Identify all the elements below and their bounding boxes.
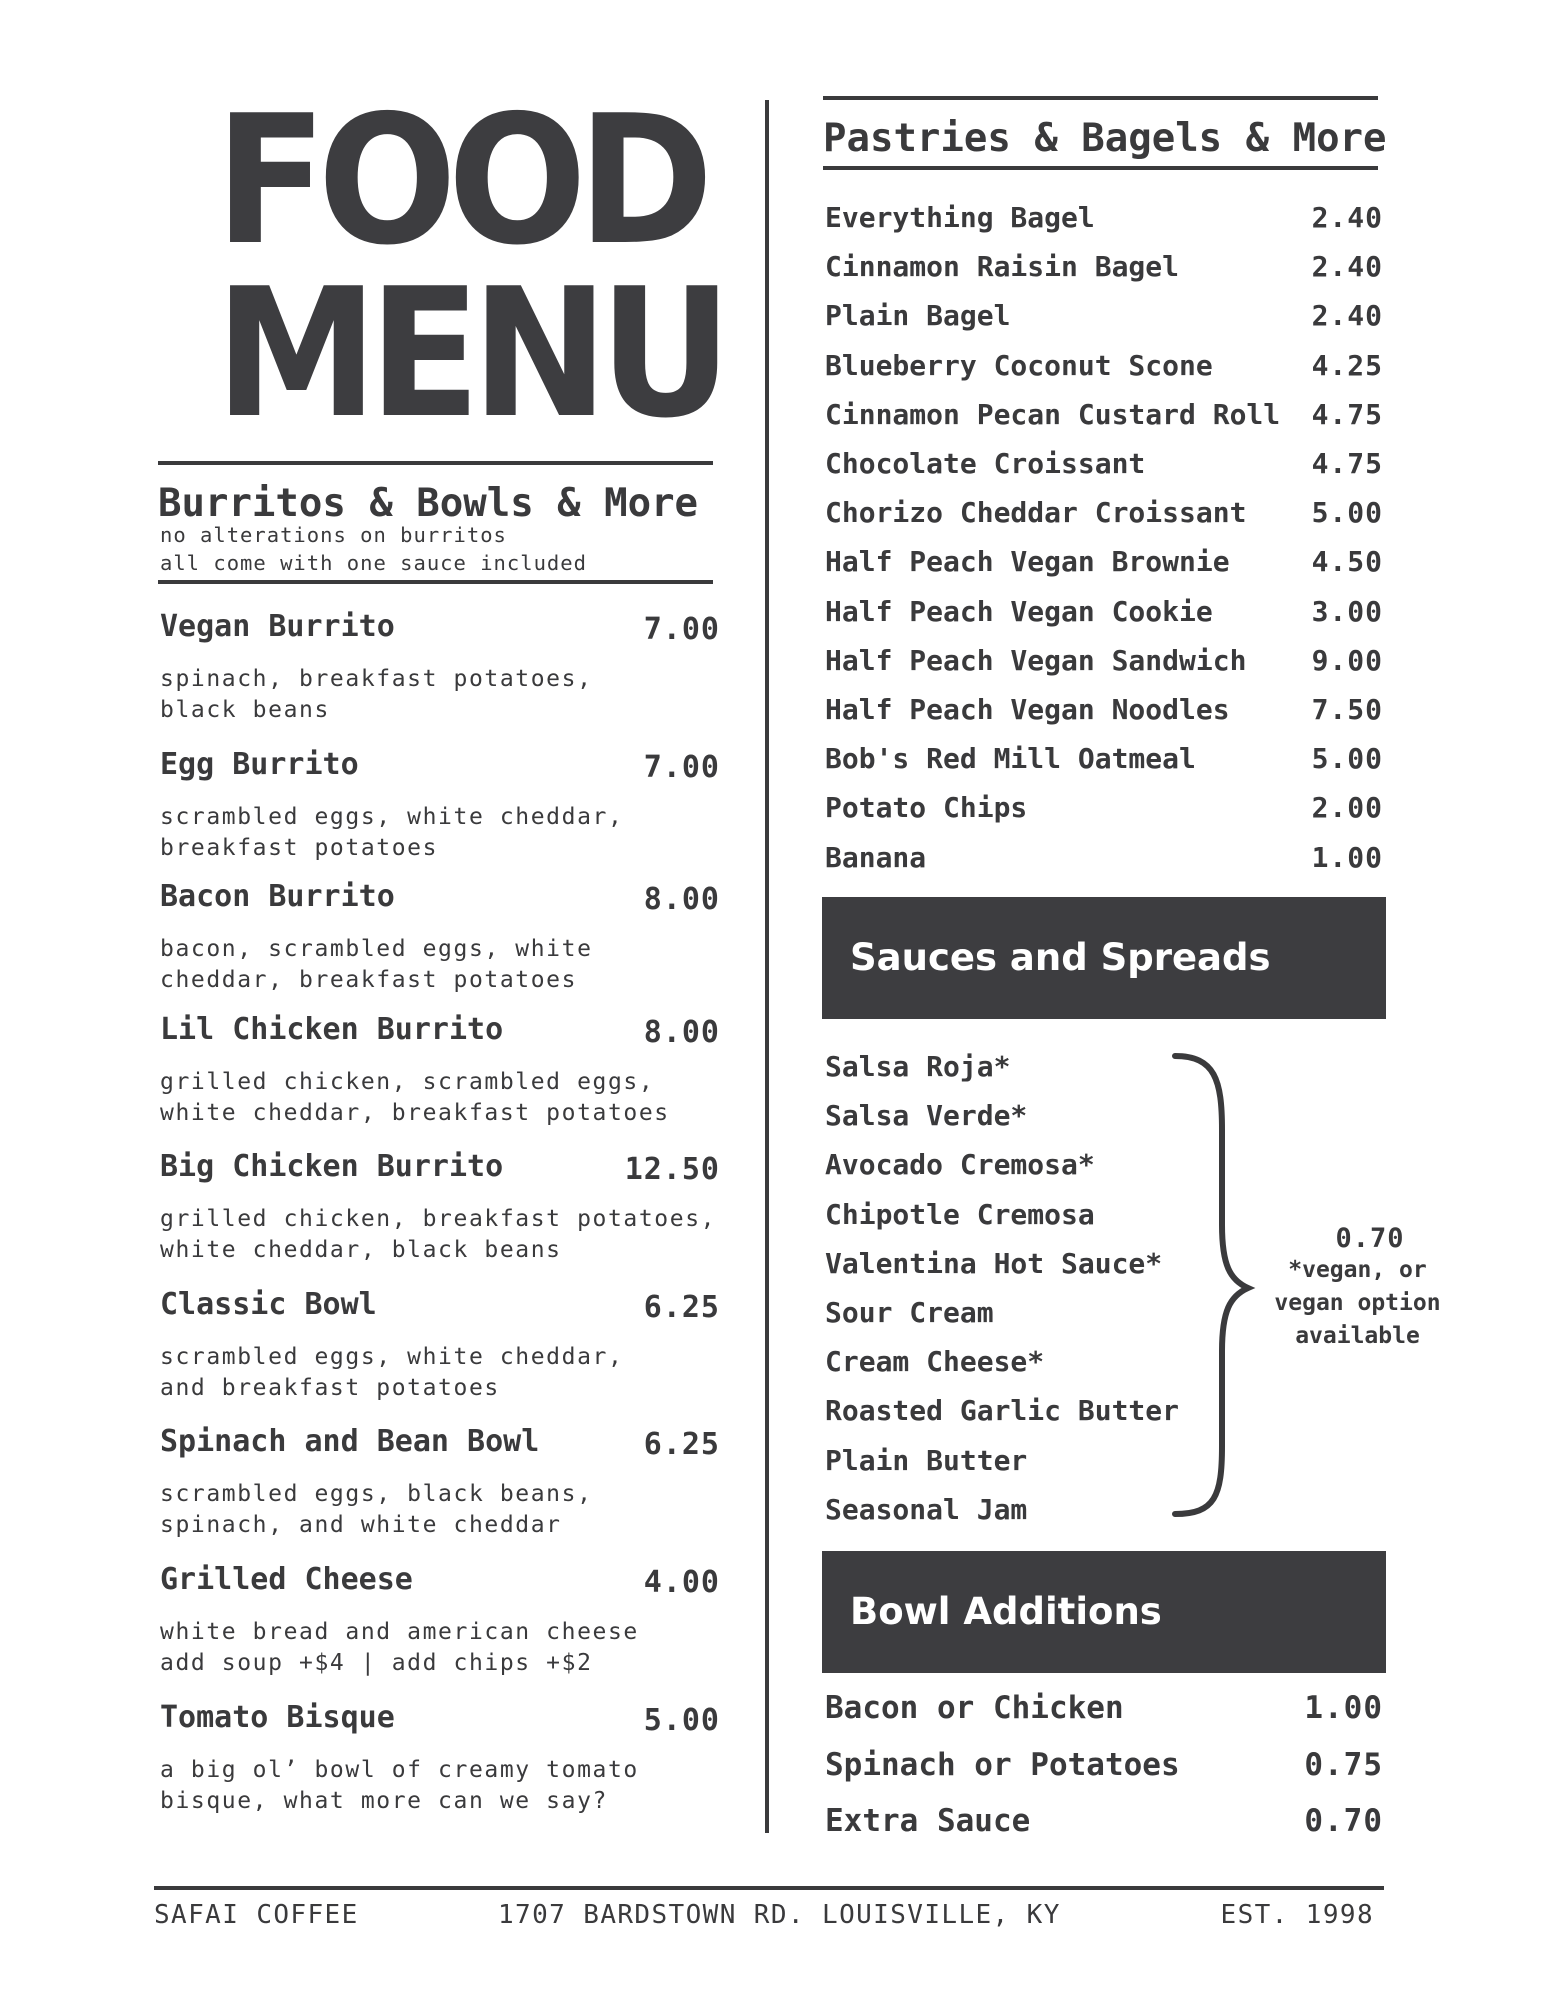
menu-item-description-line: black beans (160, 697, 330, 723)
sauce-item: Sour Cream (825, 1296, 994, 1329)
sauce-item: Cream Cheese* (825, 1345, 1045, 1379)
sauce-item: Salsa Roja* (825, 1050, 1011, 1083)
sauce-item: Plain Butter (825, 1443, 1028, 1477)
sauces-vegan-note: *vegan, or vegan option available (1274, 1257, 1441, 1349)
burritos-note-1: no alterations on burritos (160, 523, 507, 547)
addition-item-name: Extra Sauce (825, 1803, 1031, 1839)
pastry-item-name: Plain Bagel (825, 299, 1011, 333)
menu-item-name: Grilled Cheese (160, 1562, 413, 1597)
pastry-item-price: 2.00 (1311, 791, 1383, 825)
menu-item-description (160, 1204, 716, 1266)
menu-item (160, 747, 720, 861)
pastry-item-price: 2.40 (1311, 201, 1383, 234)
pastry-item-name: Half Peach Vegan Cookie (825, 594, 1213, 628)
pastry-item (825, 299, 1383, 342)
menu-item-description (160, 1755, 639, 1817)
menu-item-description (160, 1342, 623, 1404)
menu-item-description-line: spinach, and white cheddar (160, 1512, 562, 1538)
menu-item (160, 1287, 720, 1401)
menu-item (160, 1149, 720, 1263)
menu-item (160, 879, 720, 993)
menu-item-description (160, 802, 623, 864)
column-divider (765, 100, 769, 1833)
pastry-item-name: Half Peach Vegan Noodles (825, 693, 1230, 726)
pastry-item-price: 5.00 (1311, 742, 1383, 776)
menu-item-price: 12.50 (624, 1152, 720, 1187)
pastry-item (825, 250, 1383, 293)
pastry-item (825, 397, 1383, 441)
pastry-item-name: Potato Chips (825, 791, 1028, 825)
menu-item-description-line: white bread and american cheese (160, 1619, 639, 1645)
footer-established: EST. 1998 (1220, 1900, 1374, 1930)
pastry-item-name: Cinnamon Pecan Custard Roll (825, 397, 1281, 431)
menu-item-price: 7.00 (643, 612, 720, 647)
addition-item (825, 1803, 1383, 1846)
menu-item-description-line: scrambled eggs, white cheddar, (160, 1344, 624, 1370)
sauces-section-title: Sauces and Spreads (850, 936, 1271, 979)
footer-rule (154, 1886, 1384, 1890)
pastries-top-rule (823, 96, 1378, 100)
pastry-item-name: Everything Bagel (825, 201, 1095, 234)
burritos-section-title: Burritos & Bowls & More (158, 481, 699, 526)
menu-item-name: Tomato Bisque (160, 1700, 395, 1735)
menu-item-description-line: grilled chicken, scrambled eggs, (160, 1069, 655, 1095)
menu-item-name: Classic Bowl (160, 1287, 377, 1322)
pastry-item-price: 4.25 (1311, 348, 1383, 382)
menu-item (160, 1562, 720, 1676)
sauce-item: Seasonal Jam (825, 1492, 1028, 1526)
menu-item-description-line: breakfast potatoes (160, 835, 439, 861)
sauce-item: Avocado Cremosa* (825, 1148, 1095, 1182)
menu-item-name: Lil Chicken Burrito (160, 1012, 504, 1047)
menu-item-description-line: bacon, scrambled eggs, white (160, 936, 593, 962)
menu-item-price: 6.25 (643, 1290, 720, 1325)
menu-item (160, 609, 720, 723)
pastry-item-price: 2.40 (1311, 250, 1383, 284)
burritos-bottom-rule (158, 580, 713, 584)
pastry-item-price: 5.00 (1311, 496, 1383, 530)
additions-section-title: Bowl Additions (850, 1590, 1162, 1633)
menu-item-description-line: white cheddar, breakfast potatoes (160, 1100, 670, 1126)
menu-item-description (160, 934, 593, 996)
pastry-item-price: 1.00 (1311, 840, 1383, 874)
addition-item-price: 0.70 (1304, 1803, 1383, 1839)
addition-item-name: Spinach or Potatoes (825, 1747, 1180, 1783)
menu-item-price: 8.00 (643, 1015, 720, 1050)
menu-item-description-line: and breakfast potatoes (160, 1375, 500, 1401)
menu-item-description (160, 1617, 639, 1679)
pastries-section-title: Pastries & Bagels & More (823, 116, 1387, 161)
pastries-bottom-rule (823, 166, 1378, 170)
pastry-item-name: Half Peach Vegan Sandwich (825, 643, 1247, 677)
pastry-item (825, 840, 1383, 884)
sauces-header-box (822, 897, 1386, 1019)
menu-item (160, 1012, 720, 1126)
pastry-item-name: Cinnamon Raisin Bagel (825, 250, 1180, 284)
pastry-item (825, 643, 1383, 687)
pastry-item-name: Banana (825, 840, 927, 874)
menu-item (160, 1424, 720, 1538)
sauces-price: 0.70 (1335, 1223, 1405, 1254)
pastry-item (825, 791, 1383, 834)
menu-item-description-line: cheddar, breakfast potatoes (160, 967, 578, 993)
pastry-item-price: 4.75 (1311, 447, 1383, 480)
sauce-item: Salsa Verde* (825, 1099, 1028, 1133)
menu-item-description (160, 1067, 670, 1129)
pastry-item-price: 4.75 (1311, 397, 1383, 431)
pastry-item (825, 545, 1383, 588)
menu-item-name: Big Chicken Burrito (160, 1149, 504, 1184)
menu-item-description-line: bisque, what more can we say? (160, 1788, 608, 1814)
sauce-item: Valentina Hot Sauce* (825, 1246, 1163, 1280)
pastry-item-name: Chocolate Croissant (825, 447, 1146, 480)
sauce-item: Roasted Garlic Butter (825, 1394, 1180, 1428)
menu-item-description-line: scrambled eggs, white cheddar, (160, 804, 624, 830)
menu-item-price: 7.00 (643, 750, 720, 785)
pastry-item-name: Chorizo Cheddar Croissant (825, 496, 1247, 530)
addition-item-price: 1.00 (1304, 1690, 1383, 1726)
pastry-item (825, 742, 1383, 785)
pastry-item (825, 348, 1383, 392)
menu-item-price: 4.00 (643, 1565, 720, 1600)
menu-item-description-line: scrambled eggs, black beans, (160, 1481, 593, 1507)
additions-header-box (822, 1551, 1386, 1673)
pastry-item (825, 496, 1383, 539)
pastry-item-price: 4.50 (1311, 545, 1383, 579)
pastry-item-name: Blueberry Coconut Scone (825, 348, 1213, 382)
menu-item-price: 5.00 (643, 1703, 720, 1738)
footer-address: 1707 BARDSTOWN RD. LOUISVILLE, KY (498, 1900, 1061, 1930)
pastry-item-price: 2.40 (1311, 299, 1383, 333)
menu-item-price: 8.00 (643, 882, 720, 917)
menu-item (160, 1700, 720, 1814)
pastry-item (825, 693, 1383, 736)
menu-item-description-line: add soup +$4 | add chips +$2 (160, 1650, 593, 1676)
menu-item-name: Egg Burrito (160, 747, 359, 782)
menu-title-line1: FOOD (215, 77, 705, 284)
addition-item (825, 1690, 1383, 1733)
pastry-item (825, 447, 1383, 490)
burritos-top-rule (158, 461, 713, 465)
menu-item-description-line: grilled chicken, breakfast potatoes, (160, 1206, 717, 1232)
pastry-item-name: Half Peach Vegan Brownie (825, 545, 1230, 579)
menu-item-price: 6.25 (643, 1427, 720, 1462)
menu-title-line2: MENU (215, 250, 724, 457)
menu-item-name: Bacon Burrito (160, 879, 395, 914)
menu-item-description-line: white cheddar, black beans (160, 1237, 562, 1263)
pastry-item-price: 9.00 (1311, 643, 1383, 677)
menu-item-description (160, 1479, 593, 1541)
addition-item-name: Bacon or Chicken (825, 1690, 1124, 1726)
pastry-item (825, 594, 1383, 638)
menu-item-name: Spinach and Bean Bowl (160, 1424, 540, 1459)
pastry-item-price: 3.00 (1311, 594, 1383, 628)
pastry-item (825, 201, 1383, 244)
addition-item-price: 0.75 (1304, 1747, 1383, 1783)
addition-item (825, 1747, 1383, 1790)
burritos-note-2: all come with one sauce included (160, 551, 587, 575)
menu-item-description (160, 664, 593, 726)
menu-item-name: Vegan Burrito (160, 609, 395, 644)
footer-business-name: SAFAI COFFEE (154, 1900, 359, 1930)
sauce-item: Chipotle Cremosa (825, 1197, 1095, 1231)
menu-item-description-line: a big ol’ bowl of creamy tomato (160, 1757, 639, 1783)
menu-item-description-line: spinach, breakfast potatoes, (160, 666, 593, 692)
pastry-item-name: Bob's Red Mill Oatmeal (825, 742, 1196, 776)
pastry-item-price: 7.50 (1311, 693, 1383, 726)
